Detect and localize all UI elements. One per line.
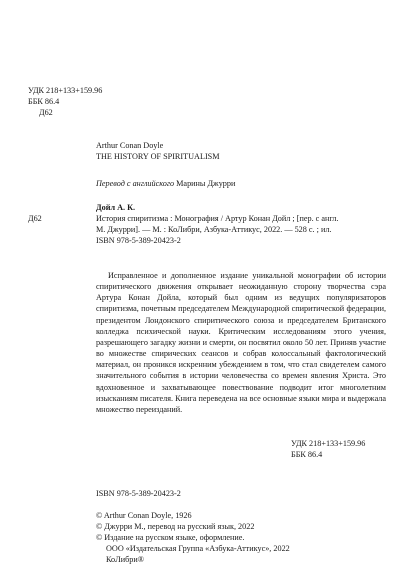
copyright-line: © Arthur Conan Doyle, 1926 (96, 511, 192, 520)
translator-name: Марины Джурри (174, 179, 236, 188)
isbn-bottom: ISBN 978-5-389-20423-2 (96, 489, 181, 498)
udk-code: УДК 218+133+159.96 (28, 86, 103, 95)
classification-codes-bottom (291, 438, 386, 460)
original-edition (96, 140, 220, 162)
original-title: THE HISTORY OF SPIRITUALISM (96, 152, 220, 161)
translator-credit (96, 178, 235, 189)
abstract-paragraph: Исправленное и дополненное издание уникальной монографии об истории спиритического движения открывает неожиданную сторону творчества сэра Артура Конан Дойла, который был одним из ведущих популяризаторов спиритизма, почетным председателем Международной спиритической федерации, президентом Лондонского спиритического союза и председателем Британского колледжа психической науки. Критическим исследованиям этого учения, разрешающего загадку жизни и смерти, он посвятил около 50 лет. Приняв участие во множестве спирических сеансов и собрав колоссальный фактологический материал, он проникся искренним убеждением в том, что стал свидетелем самого значительного события в истории человечества со времен явления Христа. Это вдохновенное и захватывающее повествование подводит итог многолетним изысканиям писателя. Книга переведена на все основные языки мира и выдержала множество переизданий. (96, 271, 386, 414)
biblio-line-2: М. Джурри]. — М. : КоЛибри, Азбука-Аттикус, 2022. — 528 с. ; ил. (96, 225, 332, 235)
author-cipher: Д62 (39, 108, 53, 117)
bibliographic-record (96, 213, 386, 246)
copyright-line: © Джурри М., перевод на русский язык, 2022 (96, 522, 255, 531)
biblio-isbn: ISBN 978-5-389-20423-2 (96, 236, 181, 246)
udk-code-bottom: УДК 218+133+159.96 (291, 439, 366, 448)
bbk-code-bottom: ББК 86.4 (291, 450, 323, 459)
copyright-line: © Издание на русском языке, оформление. (96, 533, 245, 542)
original-author: Arthur Conan Doyle (96, 141, 164, 150)
translator-label: Перевод с английского (96, 179, 175, 188)
bbk-code: ББК 86.4 (28, 97, 60, 106)
copyright-line: ООО «Издательская Группа «Азбука-Аттикус», 2022 (106, 544, 290, 553)
copyright-block (96, 510, 376, 565)
biblio-author: Дойл А. К. (96, 203, 136, 212)
biblio-line-1: История спиритизма : Монография / Артур Конан Дойл ; [пер. с англ. (96, 214, 339, 223)
copyright-line: КоЛибри® (106, 555, 144, 564)
classification-codes (28, 85, 102, 118)
biblio-cipher: Д62 (28, 214, 42, 223)
